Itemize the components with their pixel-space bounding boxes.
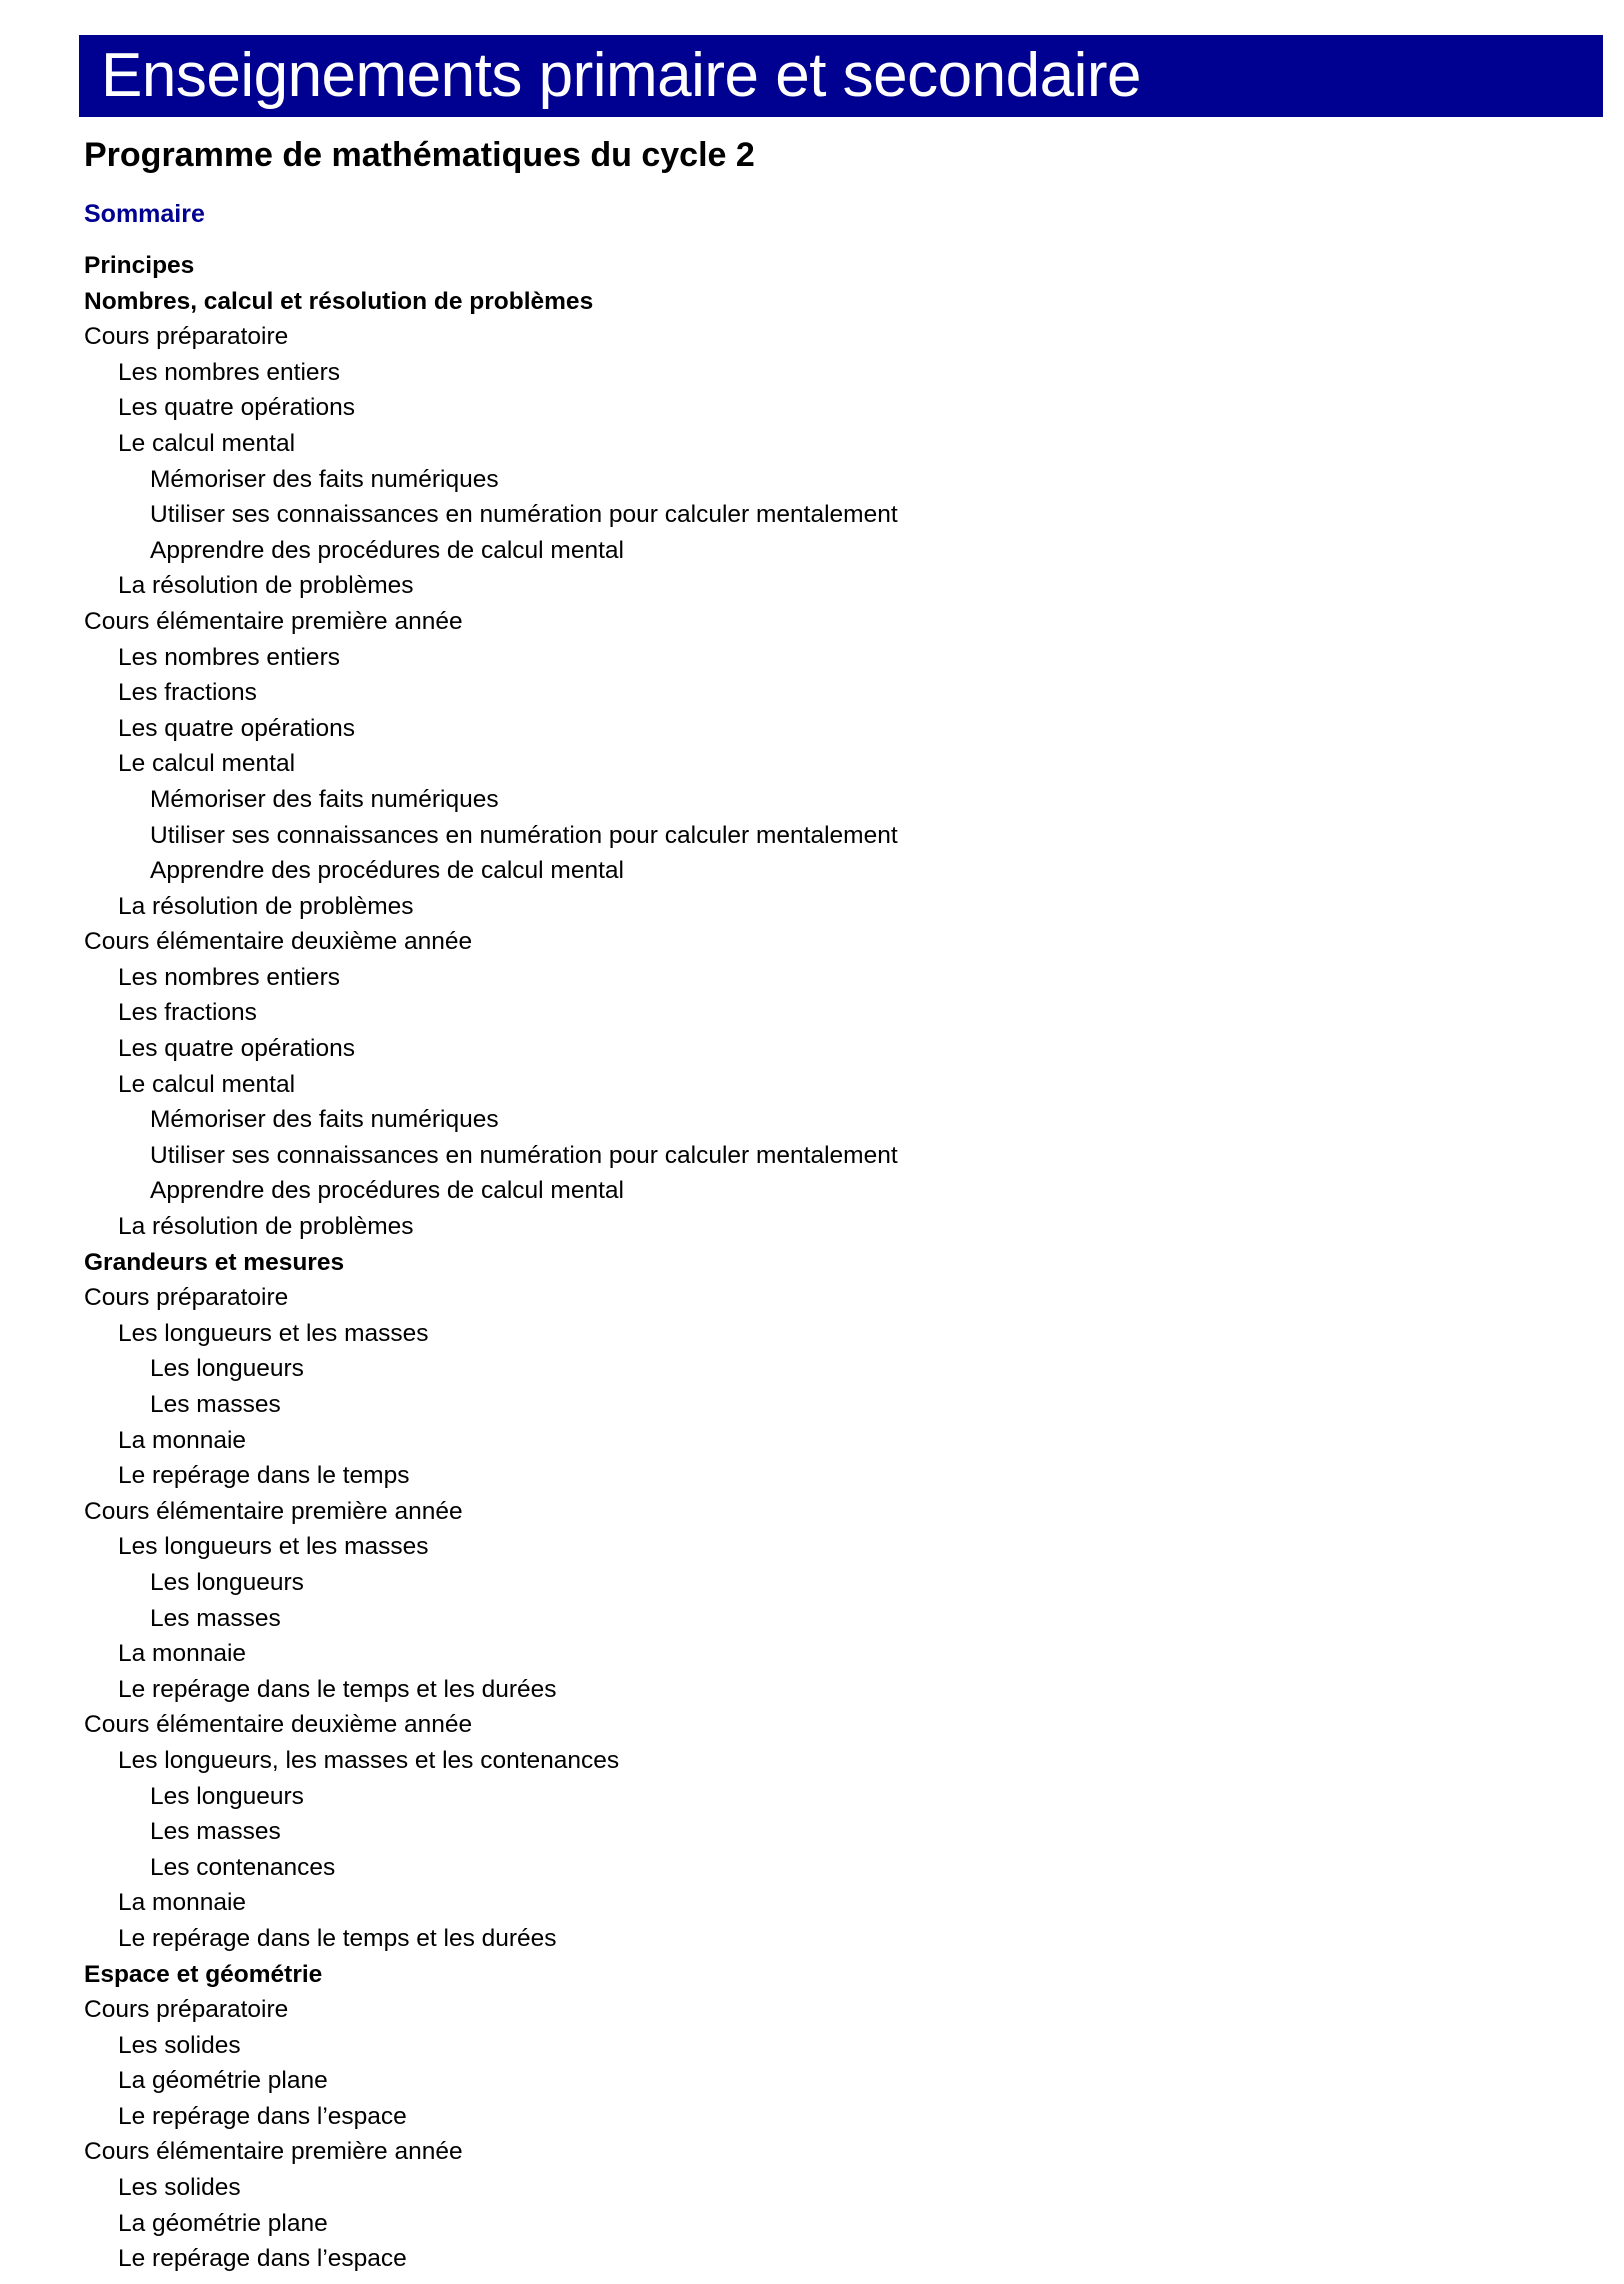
toc-item[interactable]: La résolution de problèmes (118, 572, 414, 600)
toc-section[interactable]: Nombres, calcul et résolution de problèmes (84, 287, 594, 315)
toc-item[interactable]: Les masses (150, 1604, 281, 1632)
toc-item[interactable]: Utiliser ses connaissances en numération pour calculer mentalement (150, 501, 898, 529)
toc-item[interactable]: Les nombres entiers (118, 963, 340, 991)
toc-item[interactable]: Utiliser ses connaissances en numération pour calculer mentalement (150, 1141, 898, 1169)
toc-item[interactable]: Le calcul mental (118, 750, 296, 778)
toc-item[interactable]: La résolution de problèmes (118, 1213, 414, 1241)
toc-item[interactable]: Cours élémentaire deuxième année (84, 1711, 473, 1739)
toc-item[interactable]: Apprendre des procédures de calcul mental (150, 536, 624, 564)
toc-item[interactable]: Le calcul mental (118, 429, 296, 457)
toc-item[interactable]: Apprendre des procédures de calcul mental (150, 857, 624, 885)
toc-item[interactable]: Les quatre opérations (118, 714, 355, 742)
toc-item[interactable]: Cours préparatoire (84, 1996, 289, 2024)
toc-item[interactable]: Les nombres entiers (118, 358, 340, 386)
toc-item[interactable]: Cours élémentaire première année (84, 607, 463, 635)
toc-section[interactable]: Grandeurs et mesures (84, 1248, 345, 1276)
toc-item[interactable]: Les longueurs (150, 1355, 304, 1383)
toc-section[interactable]: Principes (84, 252, 195, 279)
toc-item[interactable]: La monnaie (118, 1640, 247, 1668)
toc-item[interactable]: Mémoriser des faits numériques (150, 785, 499, 813)
toc-item[interactable]: Les quatre opérations (118, 394, 355, 422)
toc-item[interactable]: Cours élémentaire première année (84, 1497, 463, 1525)
toc-item[interactable]: Le repérage dans le temps et les durées (118, 1675, 557, 1703)
toc-item[interactable]: Cours préparatoire (84, 323, 289, 351)
header-banner (79, 35, 1603, 117)
toc-item[interactable]: La monnaie (118, 1889, 247, 1917)
page-title: Programme de mathématiques du cycle 2 (84, 136, 755, 174)
toc-item[interactable]: La géométrie plane (118, 2067, 328, 2095)
toc-item[interactable]: La géométrie plane (118, 2209, 328, 2237)
table-of-contents (84, 248, 898, 2277)
toc-item[interactable]: Les longueurs, les masses et les contenances (118, 1746, 620, 1774)
toc-item[interactable]: Utiliser ses connaissances en numération pour calculer mentalement (150, 821, 898, 849)
toc-item[interactable]: Les longueurs (150, 1782, 304, 1810)
toc-item[interactable]: Les longueurs (150, 1568, 304, 1596)
toc-item[interactable]: Le repérage dans le temps (118, 1462, 410, 1490)
toc-item[interactable]: Les contenances (150, 1853, 336, 1881)
toc-heading: Sommaire (84, 200, 205, 228)
toc-item[interactable]: Les solides (118, 2174, 241, 2202)
toc-item[interactable]: Les masses (150, 1818, 281, 1846)
toc-item[interactable]: Cours élémentaire première année (84, 2138, 463, 2166)
toc-item[interactable]: Les masses (150, 1391, 281, 1418)
toc-item[interactable]: Le repérage dans l’espace (118, 2102, 407, 2130)
toc-item[interactable]: Les nombres entiers (118, 643, 340, 671)
toc-item[interactable]: Les longueurs et les masses (118, 1319, 429, 1347)
toc-item[interactable]: La monnaie (118, 1426, 247, 1454)
toc-item[interactable]: Les solides (118, 2031, 241, 2059)
banner-title: Enseignements primaire et secondaire (101, 41, 1141, 110)
toc-item[interactable]: Les quatre opérations (118, 1035, 355, 1063)
toc-item[interactable]: Les fractions (118, 999, 257, 1027)
toc-item[interactable]: Apprendre des procédures de calcul mental (150, 1177, 624, 1205)
toc-item[interactable]: Le repérage dans l’espace (118, 2245, 407, 2273)
toc-item[interactable]: Le calcul mental (118, 1070, 296, 1098)
toc-item[interactable]: Mémoriser des faits numériques (150, 465, 499, 493)
toc-item[interactable]: Le repérage dans le temps et les durées (118, 1924, 557, 1952)
toc-item[interactable]: Mémoriser des faits numériques (150, 1106, 499, 1134)
toc-section[interactable]: Espace et géométrie (84, 1960, 323, 1988)
toc-item[interactable]: Cours préparatoire (84, 1284, 289, 1312)
toc-item[interactable]: La résolution de problèmes (118, 892, 414, 920)
toc-item[interactable]: Les fractions (118, 679, 257, 707)
toc-item[interactable]: Cours élémentaire deuxième année (84, 928, 473, 956)
toc-item[interactable]: Les longueurs et les masses (118, 1533, 429, 1561)
